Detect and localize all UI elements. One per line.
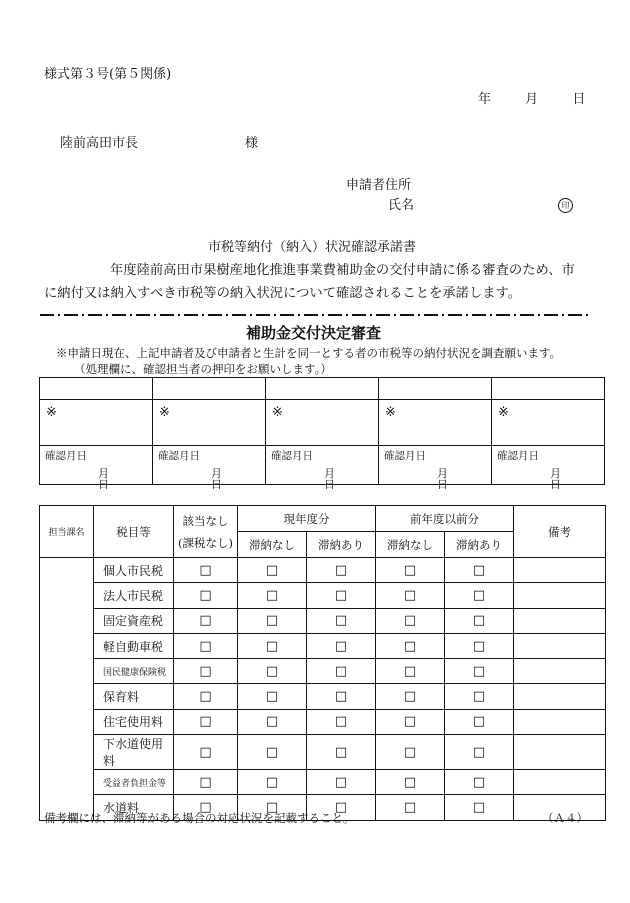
confirmation-column (492, 378, 604, 491)
date-day-label: 日 (572, 92, 586, 107)
not-applicable-label: 該当なし (182, 513, 229, 528)
not-applicable-checkbox[interactable]: □ (174, 659, 238, 684)
table-row (40, 558, 606, 583)
tax-item-label: 受益者負担金等 (94, 770, 174, 795)
stamp-mark: ※ (498, 405, 509, 420)
confirmation-header-cell (492, 378, 604, 400)
paper-size-label: （Ａ４） (542, 811, 588, 825)
table-row (40, 608, 606, 633)
confirmation-month-day (437, 468, 491, 490)
current-no-arrears-checkbox[interactable]: □ (238, 770, 307, 795)
header-remarks: 備考 (514, 506, 606, 558)
header-current-has-arrears: 滞納あり (307, 532, 376, 558)
day-label: 日 (550, 478, 561, 491)
remarks-cell[interactable] (514, 684, 606, 709)
tax-item-label: 法人市民税 (94, 583, 174, 608)
remarks-cell[interactable] (514, 770, 606, 795)
header-previous-years: 前年度以前分 (376, 506, 514, 532)
confirmation-header-cell (379, 378, 491, 400)
not-applicable-checkbox[interactable]: □ (174, 583, 238, 608)
current-no-arrears-checkbox[interactable]: □ (238, 735, 307, 770)
table-row (40, 770, 606, 795)
department-cell[interactable] (40, 558, 94, 821)
previous-no-arrears-checkbox[interactable]: □ (376, 735, 445, 770)
not-applicable-checkbox[interactable]: □ (174, 558, 238, 583)
tax-status-table (39, 505, 606, 821)
confirmation-stamp-cell[interactable] (379, 400, 491, 446)
confirmation-date-label: 確認月日 (45, 450, 87, 462)
tax-item-label: 国民健康保険税 (94, 659, 174, 684)
current-has-arrears-checkbox[interactable]: □ (307, 735, 376, 770)
confirmation-column (266, 378, 379, 491)
current-no-arrears-checkbox[interactable]: □ (238, 795, 307, 820)
confirmation-header-cell (40, 378, 152, 400)
day-label: 日 (98, 478, 109, 491)
header-previous-no-arrears: 滞納なし (376, 532, 445, 558)
current-has-arrears-checkbox[interactable]: □ (307, 608, 376, 633)
confirmation-stamp-cell[interactable] (40, 400, 152, 446)
month-label: 月 (324, 467, 335, 480)
confirmation-header-cell (266, 378, 378, 400)
current-no-arrears-checkbox[interactable]: □ (238, 558, 307, 583)
tax-item-label: 軽自動車税 (94, 633, 174, 658)
current-has-arrears-checkbox[interactable]: □ (307, 659, 376, 684)
previous-no-arrears-checkbox[interactable]: □ (376, 608, 445, 633)
remarks-cell[interactable] (514, 709, 606, 734)
previous-has-arrears-checkbox[interactable]: □ (445, 608, 514, 633)
current-has-arrears-checkbox[interactable]: □ (307, 770, 376, 795)
previous-has-arrears-checkbox[interactable]: □ (445, 583, 514, 608)
previous-no-arrears-checkbox[interactable]: □ (376, 684, 445, 709)
day-label: 日 (211, 478, 222, 491)
previous-has-arrears-checkbox[interactable]: □ (445, 795, 514, 820)
seal-mark: 印 (558, 198, 573, 213)
addressee-honorific: 様 (245, 136, 259, 151)
date-line (478, 93, 585, 106)
previous-no-arrears-checkbox[interactable]: □ (376, 659, 445, 684)
remarks-cell[interactable] (514, 735, 606, 770)
current-has-arrears-checkbox[interactable]: □ (307, 558, 376, 583)
current-has-arrears-checkbox[interactable]: □ (307, 583, 376, 608)
day-label: 日 (324, 478, 335, 491)
confirmation-date-label: 確認月日 (384, 450, 426, 462)
remarks-cell[interactable] (514, 608, 606, 633)
review-note-2: （処理欄に、確認担当者の押印をお願いします。） (74, 362, 332, 376)
confirmation-stamp-cell[interactable] (153, 400, 265, 446)
tax-table-body (40, 558, 606, 821)
previous-no-arrears-checkbox[interactable]: □ (376, 770, 445, 795)
month-label: 月 (437, 467, 448, 480)
previous-no-arrears-checkbox[interactable]: □ (376, 709, 445, 734)
header-current-year: 現年度分 (238, 506, 376, 532)
header-current-no-arrears: 滞納なし (238, 532, 307, 558)
confirmation-month-day (550, 468, 604, 490)
previous-has-arrears-checkbox[interactable]: □ (445, 709, 514, 734)
confirmation-date-label: 確認月日 (271, 450, 313, 462)
confirmation-date-label: 確認月日 (158, 450, 200, 462)
remarks-cell[interactable] (514, 558, 606, 583)
addressee-mayor: 陸前高田市長 (60, 136, 139, 151)
month-label: 月 (98, 467, 109, 480)
confirmation-month-day (324, 468, 378, 490)
tax-item-label: 個人市民税 (94, 558, 174, 583)
previous-has-arrears-checkbox[interactable]: □ (445, 558, 514, 583)
stamp-mark: ※ (385, 405, 396, 420)
remarks-cell[interactable] (514, 633, 606, 658)
previous-has-arrears-checkbox[interactable]: □ (445, 735, 514, 770)
not-taxed-label: (課税なし) (178, 535, 233, 550)
table-row (40, 633, 606, 658)
not-applicable-checkbox[interactable]: □ (174, 709, 238, 734)
consent-title: 市税等納付（納入）状況確認承諾書 (208, 240, 417, 255)
previous-no-arrears-checkbox[interactable]: □ (376, 583, 445, 608)
previous-no-arrears-checkbox[interactable]: □ (376, 633, 445, 658)
header-department: 担当課名 (40, 506, 94, 558)
header-previous-has-arrears: 滞納あり (445, 532, 514, 558)
current-has-arrears-checkbox[interactable]: □ (307, 709, 376, 734)
current-has-arrears-checkbox[interactable]: □ (307, 633, 376, 658)
previous-has-arrears-checkbox[interactable]: □ (445, 684, 514, 709)
previous-has-arrears-checkbox[interactable]: □ (445, 659, 514, 684)
stamp-mark: ※ (272, 405, 283, 420)
table-row (40, 583, 606, 608)
footer-note: 備考欄には、滞納等がある場合の対応状況を記載すること。 (44, 811, 355, 825)
table-row (40, 684, 606, 709)
date-month-label: 月 (525, 92, 539, 107)
consent-text-line-1: 年度陸前高田市果樹産地化推進事業費補助金の交付申請に係る審査のため、市 (110, 263, 575, 278)
not-applicable-checkbox[interactable]: □ (174, 608, 238, 633)
applicant-address-label: 申請者住所 (346, 178, 412, 193)
confirmation-column (153, 378, 266, 491)
current-no-arrears-checkbox[interactable]: □ (238, 583, 307, 608)
confirmation-date-label: 確認月日 (497, 450, 539, 462)
form-number: 様式第３号(第５関係) (44, 67, 172, 82)
previous-no-arrears-checkbox[interactable]: □ (376, 795, 445, 820)
tax-item-label: 住宅使用料 (94, 709, 174, 734)
remarks-cell[interactable] (514, 583, 606, 608)
consent-text-line-2: に納付又は納入すべき市税等の納入状況について確認されることを承諾します。 (44, 286, 522, 301)
tax-item-label: 固定資産税 (94, 608, 174, 633)
month-label: 月 (211, 467, 222, 480)
current-no-arrears-checkbox[interactable]: □ (238, 684, 307, 709)
table-row (40, 709, 606, 734)
tax-item-label: 下水道使用料 (94, 735, 174, 770)
confirmation-column (40, 378, 153, 491)
table-row (40, 659, 606, 684)
header-not-applicable (174, 506, 238, 558)
date-year-label: 年 (478, 92, 492, 107)
current-no-arrears-checkbox[interactable]: □ (238, 659, 307, 684)
confirmation-stamp-cell[interactable] (492, 400, 604, 446)
current-has-arrears-checkbox[interactable]: □ (307, 795, 376, 820)
current-no-arrears-checkbox[interactable]: □ (238, 608, 307, 633)
not-applicable-checkbox[interactable]: □ (174, 735, 238, 770)
current-no-arrears-checkbox[interactable]: □ (238, 633, 307, 658)
header-tax-item: 税目等 (94, 506, 174, 558)
confirmation-column (379, 378, 492, 491)
stamp-mark: ※ (46, 405, 57, 420)
confirmation-header-cell (153, 378, 265, 400)
not-applicable-checkbox[interactable]: □ (174, 795, 238, 820)
day-label: 日 (437, 478, 448, 491)
confirmation-grid (39, 377, 605, 491)
month-label: 月 (550, 467, 561, 480)
stamp-mark: ※ (159, 405, 170, 420)
cut-line-divider (40, 314, 588, 316)
review-note-1: ※申請日現在、上記申請者及び申請者と生計を同一とする者の市税等の納付状況を調査願います。 (56, 346, 562, 360)
confirmation-month-day (98, 468, 152, 490)
current-no-arrears-checkbox[interactable]: □ (238, 709, 307, 734)
remarks-cell[interactable] (514, 659, 606, 684)
confirmation-month-day (211, 468, 265, 490)
not-applicable-checkbox[interactable]: □ (174, 770, 238, 795)
confirmation-stamp-cell[interactable] (266, 400, 378, 446)
tax-item-label: 保育料 (94, 684, 174, 709)
review-title: 補助金交付決定審査 (246, 324, 382, 342)
tax-item-label: 水道料 (94, 795, 174, 820)
current-has-arrears-checkbox[interactable]: □ (307, 684, 376, 709)
previous-has-arrears-checkbox[interactable]: □ (445, 633, 514, 658)
applicant-name-label: 氏名 (388, 198, 415, 213)
not-applicable-checkbox[interactable]: □ (174, 633, 238, 658)
previous-has-arrears-checkbox[interactable]: □ (445, 770, 514, 795)
not-applicable-checkbox[interactable]: □ (174, 684, 238, 709)
previous-no-arrears-checkbox[interactable]: □ (376, 558, 445, 583)
table-row (40, 735, 606, 770)
